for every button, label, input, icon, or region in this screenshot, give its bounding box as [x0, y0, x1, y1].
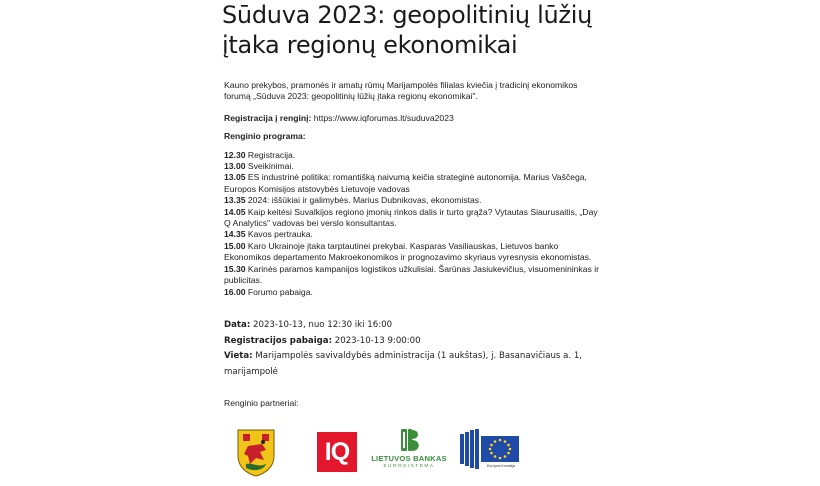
program-item [224, 172, 604, 195]
date-label: Data: [224, 320, 251, 330]
lietuvos-bankas-emblem-icon [398, 428, 420, 452]
event-details [224, 318, 624, 380]
program-item [224, 241, 604, 264]
program-item [224, 207, 604, 230]
program-text: Sveikinimai. [245, 161, 294, 172]
partners-label: Renginio partneriai: [224, 398, 299, 408]
program-time: 14.05 [224, 206, 246, 217]
registration-label: Registracija į renginį: [224, 112, 312, 123]
lietuvos-bankas-name: LIETUVOS BANKAS [371, 454, 447, 463]
program-item [224, 161, 604, 172]
program-time: 14.35 [224, 229, 246, 240]
place-label: Vieta: [224, 351, 253, 361]
program-item [224, 195, 604, 206]
event-content [224, 80, 604, 298]
date-value: 2023-10-13, nuo 12:30 iki 16:00 [250, 320, 393, 330]
program-text: Karinės paramos kampanijos logistikos užkulisiai. Šarūnas Jasiukevičius, visuomenininkas ir publicitas. [224, 263, 599, 286]
program-text: Karo Ukrainoje įtaka tarptautinei prekybai. Kasparas Vasiliauskas, Lietuvos banko Ekonomikos departamento Makroekonomikos ir prognozavimo skyriaus vyresnysis ekonomistas. [224, 240, 592, 263]
program-time: 13.05 [224, 172, 246, 183]
program-item [224, 287, 604, 298]
european-commission-logo [459, 428, 521, 476]
program-text: Kaip keitėsi Suvalkijos regiono įmonių rinkos dalis ir turto grąža? Vytautas Siaurusaitis, „Day Q Analytics" vadovas bei verslo konsultantas. [224, 206, 598, 229]
program-text: Registracija. [245, 149, 296, 160]
program-time: 16.00 [224, 286, 246, 297]
registration-end-line [224, 334, 624, 350]
lietuvos-bankas-logo [366, 428, 452, 474]
lietuvos-bankas-subtitle: EUROSISTEMA [383, 463, 435, 468]
european-commission-label: Europos Komisija [487, 464, 515, 468]
coat-of-arms-logo [236, 428, 276, 478]
registration-line [224, 113, 604, 124]
date-line [224, 318, 624, 334]
program-heading: Renginio programa: [224, 131, 306, 142]
program-text: ES industrinė politika: romantišką naivumą keičia strateginė autonomija. Marius Vaščega, Europos Komisijos atstovybės Lietuvoje vadovas [224, 172, 587, 194]
iq-logo: IQ [317, 432, 357, 472]
registration-end-value: 2023-10-13 9:00:00 [332, 335, 421, 346]
program-item [224, 150, 604, 161]
european-commission-emblem-icon [459, 428, 521, 476]
place-value: Marijampolės savivaldybės administracija (1 aukštas), j. Basanavičiaus a. 1, [252, 351, 583, 361]
title-line-1: Sūduva 2023: geopolitinių lūžių [222, 1, 593, 29]
program-item [224, 264, 604, 287]
program-time: 15.30 [224, 263, 246, 274]
program-time: 13.35 [224, 195, 246, 206]
program-list [224, 150, 604, 298]
program-time: 13.00 [224, 161, 246, 172]
title-line-2: įtaka regionų ekonomikai [222, 31, 518, 59]
program-text: 2024: iššūkiai ir galimybės. Marius Dubnikovas, ekonomistas. [245, 195, 482, 206]
program-text: Kavos pertrauka. [245, 229, 313, 240]
registration-link[interactable]: https://www.iqforumas.lt/suduva2023 [311, 112, 454, 123]
program-item [224, 229, 604, 240]
program-time: 12.30 [224, 149, 246, 160]
program-text: Forumo pabaiga. [245, 286, 313, 297]
program-time: 15.00 [224, 240, 246, 251]
place-line [224, 349, 624, 365]
registration-end-label: Registracijos pabaiga: [224, 335, 333, 346]
page-title [222, 0, 782, 60]
intro-text: Kauno prekybos, pramonės ir amatų rūmų Marijampolės filialas kviečia į tradicinį ekonomikos forumą „Sūduva 2023: geopolitinių lūžių įtaka regionų ekonomikai". [224, 80, 578, 102]
place-city: marijampolė [224, 366, 278, 377]
